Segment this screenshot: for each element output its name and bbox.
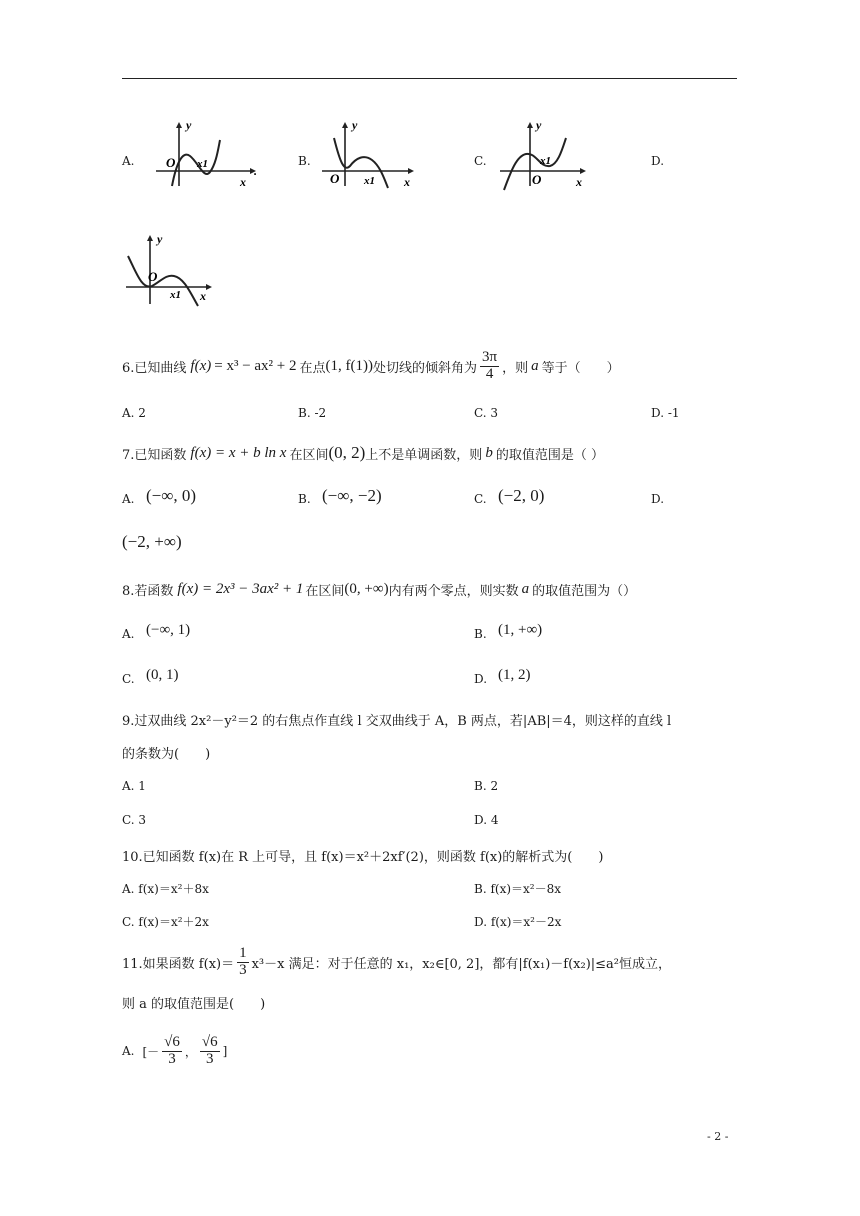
q11-option-a-den-1: 3 bbox=[168, 1050, 176, 1067]
x-axis-label: x bbox=[576, 175, 582, 189]
option-c-label[interactable]: C. bbox=[474, 154, 487, 168]
q6-option-b[interactable]: B. -2 bbox=[298, 406, 327, 420]
q7-option-d[interactable]: (−2, +∞) bbox=[122, 532, 182, 551]
q6-option-a[interactable]: A. 2 bbox=[122, 406, 146, 420]
q10-line-1: 10.已知函数 f(x)在 R 上可导，且 f(x)＝x²＋2xf′(2)，则函数 f(x)的解析式为( ) bbox=[122, 850, 604, 865]
q9-option-b[interactable]: B. 2 bbox=[474, 779, 499, 793]
q8-option-d[interactable]: (1, 2) bbox=[498, 667, 531, 683]
y-axis-label: y bbox=[157, 232, 163, 246]
x-axis-label: x bbox=[200, 289, 206, 303]
q6-mid2: 处切线的倾斜角为 bbox=[373, 360, 478, 376]
x-axis-label: x bbox=[404, 175, 410, 189]
q8-option-c[interactable]: (0, 1) bbox=[146, 667, 179, 683]
q11-rest: x³－x 满足：对于任意的 x₁，x₂∈[0, 2]，都有|f(x₁)－f(x₂)|≤a²恒成立， bbox=[251, 956, 672, 972]
graph-a[interactable] bbox=[152, 120, 262, 192]
origin-label: O bbox=[330, 171, 340, 186]
q6-formula-rhs: = x³ − ax² + 2 bbox=[214, 357, 297, 374]
q11-fraction bbox=[237, 946, 249, 979]
q6-var: a bbox=[531, 357, 539, 374]
q10-option-a[interactable]: A. f(x)＝x²＋8x bbox=[122, 882, 209, 896]
q8-prefix: 8.若函数 bbox=[122, 583, 174, 599]
q7-var: b bbox=[485, 444, 493, 461]
q9-line-1: 9.过双曲线 2x²－y²＝2 的右焦点作直线 l 交双曲线于 A，B 两点，若|AB|＝4，则这样的直线 l bbox=[122, 714, 672, 729]
option-a-trailing-dot: . bbox=[254, 164, 257, 178]
q6-prefix: 6.已知曲线 bbox=[122, 360, 187, 376]
option-d-label[interactable]: D. bbox=[651, 154, 665, 168]
graph-c[interactable] bbox=[496, 120, 596, 192]
root-label: x1 bbox=[364, 175, 375, 187]
q11-prefix: 11.如果函数 f(x)＝ bbox=[122, 956, 235, 972]
q7-option-b-label[interactable]: B. bbox=[298, 492, 311, 506]
q8-option-a[interactable]: (−∞, 1) bbox=[146, 622, 191, 638]
q11-option-a-label: A. bbox=[122, 1044, 135, 1058]
q10-option-b[interactable]: B. f(x)＝x²－8x bbox=[474, 882, 562, 896]
q10-option-d[interactable]: D. f(x)＝x²－2x bbox=[474, 915, 562, 929]
q7-interval: (0, 2) bbox=[328, 443, 366, 462]
header-rule bbox=[122, 78, 737, 79]
q8-mid2: 内有两个零点，则实数 bbox=[388, 583, 519, 599]
q6-option-c[interactable]: C. 3 bbox=[474, 406, 499, 420]
question-8 bbox=[122, 577, 636, 601]
option-a-label[interactable]: A. bbox=[122, 154, 135, 168]
q11-frac-den: 3 bbox=[239, 961, 247, 978]
q8-option-c-label[interactable]: C. bbox=[122, 672, 135, 686]
q8-option-b-label[interactable]: B. bbox=[474, 627, 487, 641]
q11-option-a[interactable] bbox=[122, 1028, 227, 1074]
q6-mid: 在点 bbox=[299, 360, 326, 376]
q11-option-a-fraction-2 bbox=[200, 1035, 220, 1068]
y-axis-label: y bbox=[186, 120, 192, 132]
q7-option-b[interactable]: (−∞, −2) bbox=[322, 486, 382, 505]
q8-option-d-label[interactable]: D. bbox=[474, 672, 488, 686]
q11-option-a-den-2: 3 bbox=[206, 1050, 214, 1067]
q6-frac-num: 3π bbox=[482, 348, 498, 365]
q6-frac-den: 4 bbox=[485, 365, 494, 382]
root-label: x1 bbox=[540, 155, 551, 167]
x-axis-label: x bbox=[240, 175, 246, 189]
q8-end: 的取值范围为（） bbox=[532, 583, 637, 599]
origin-label: O bbox=[166, 155, 176, 170]
q6-tail: ，则 bbox=[502, 360, 529, 376]
q11-option-a-fraction-1 bbox=[162, 1035, 182, 1068]
q7-option-c-label[interactable]: C. bbox=[474, 492, 487, 506]
graph-b[interactable] bbox=[318, 120, 418, 192]
question-6 bbox=[122, 346, 620, 386]
q7-mid2: 上不是单调函数，则 bbox=[365, 447, 483, 463]
q11-option-a-open: [－ bbox=[142, 1044, 160, 1059]
option-b-label[interactable]: B. bbox=[298, 154, 311, 168]
page-number: - 2 - bbox=[707, 1130, 729, 1143]
y-axis-label: y bbox=[536, 120, 542, 132]
q8-var: a bbox=[521, 580, 530, 597]
q6-fraction bbox=[480, 350, 499, 383]
q11-option-a-num-1: √6 bbox=[164, 1033, 180, 1050]
q7-option-a[interactable]: (−∞, 0) bbox=[146, 486, 197, 505]
origin-label: O bbox=[148, 269, 158, 284]
q8-option-b[interactable]: (1, +∞) bbox=[498, 622, 543, 638]
root-label: x1 bbox=[197, 158, 208, 170]
q9-line-2: 的条数为( ) bbox=[122, 747, 211, 762]
q6-end: 等于（ ） bbox=[541, 360, 620, 376]
q6-option-d[interactable]: D. -1 bbox=[651, 406, 680, 420]
q9-option-a[interactable]: A. 1 bbox=[122, 779, 146, 793]
q7-formula: f(x) = x + b ln x bbox=[190, 444, 287, 461]
q11-frac-num: 1 bbox=[239, 944, 247, 961]
graph-d[interactable] bbox=[122, 232, 222, 312]
q7-prefix: 7.已知函数 bbox=[122, 447, 187, 463]
q8-interval: (0, +∞) bbox=[344, 580, 389, 597]
q7-option-d-label[interactable]: D. bbox=[651, 492, 665, 506]
q6-formula-lhs: f(x) bbox=[190, 357, 212, 374]
q7-end: 的取值范围是（ ） bbox=[495, 447, 604, 463]
q9-option-d[interactable]: D. 4 bbox=[474, 813, 499, 827]
origin-label: O bbox=[532, 172, 542, 187]
q7-mid: 在区间 bbox=[289, 447, 329, 463]
q8-mid: 在区间 bbox=[305, 583, 345, 599]
question-11 bbox=[122, 942, 671, 982]
q10-option-c[interactable]: C. f(x)＝x²＋2x bbox=[122, 915, 209, 929]
q6-point: (1, f(1)) bbox=[325, 357, 374, 374]
q7-option-c[interactable]: (−2, 0) bbox=[498, 486, 545, 505]
question-7 bbox=[122, 441, 604, 465]
q7-option-a-label[interactable]: A. bbox=[122, 492, 135, 506]
q9-option-c[interactable]: C. 3 bbox=[122, 813, 147, 827]
root-label: x1 bbox=[170, 289, 181, 301]
q11-option-a-close: ] bbox=[222, 1044, 228, 1058]
q8-formula: f(x) = 2x³ − 3ax² + 1 bbox=[177, 580, 304, 597]
q11-option-a-num-2: √6 bbox=[201, 1033, 218, 1050]
y-axis-label: y bbox=[352, 120, 358, 132]
q11-line-2: 则 a 的取值范围是( ) bbox=[122, 997, 266, 1012]
q8-option-a-label[interactable]: A. bbox=[122, 627, 135, 641]
q11-option-a-comma: ， bbox=[184, 1044, 197, 1059]
